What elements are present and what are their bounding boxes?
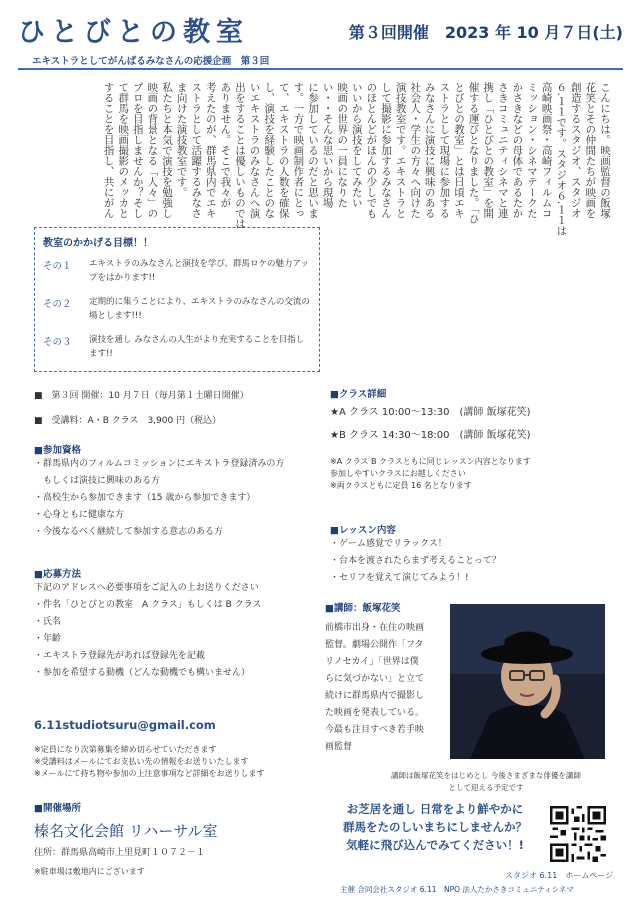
goals-box <box>34 227 320 372</box>
intro-column: 花笑とその仲間たちが映画を <box>584 82 597 219</box>
email-link[interactable]: 6.11studiotsuru@gmail.com <box>34 718 216 732</box>
class-note: ※A クラス B クラスともに同じレッスン内容となります <box>330 457 531 466</box>
intro-column: さきコミュニティシネマと連 <box>496 82 509 219</box>
email-section <box>34 718 324 780</box>
fee-section <box>34 413 221 430</box>
application-item: ・エキストラ登録先があれば登録先を記載 <box>34 651 205 661</box>
goal-label: その２ <box>43 299 72 310</box>
intro-column: ストラとして現場に参加する <box>438 82 451 219</box>
intro-column: いエキストラのみなさんへ演 <box>248 82 261 219</box>
goal-item <box>43 295 311 323</box>
lesson-section <box>330 522 620 587</box>
venue-section <box>34 800 314 878</box>
intro-column: 映画の背景となる「人々」の <box>146 82 159 219</box>
requirement-item: ・今後なるべく継続して参加する意志のある方 <box>34 527 224 537</box>
intro-column: ６.１１です。スタジオ６.１１は <box>555 82 568 236</box>
teacher-bio: 前橋市出身・在住の映画 監督。劇場公開作「フタ リノセカイ」「世界は僕 らに気づかない」と立て 続けに群馬県内で撮影し た映画を発表している。 今最も注目すべき若手映 画監督 <box>325 623 425 752</box>
venue-parking: ※駐車場は敷地内にございます <box>34 867 145 876</box>
intro-column: することを目指し、共にがん <box>102 82 115 219</box>
intro-column: 高崎映画祭・高崎フィルムコ <box>540 82 553 219</box>
intro-column: いいから演技をしてみたい <box>350 82 363 208</box>
application-note: ※メールにて持ち物や参加の上注意事項など詳細をお送りします <box>34 769 265 778</box>
goal-label: その３ <box>43 337 72 348</box>
intro-column: 考えたのが、群馬県内でエキ <box>204 82 217 219</box>
lesson-item: ・台本を渡されたらまず考えることって？ <box>330 556 501 566</box>
intro-column: ミッション・シネマテークた <box>526 82 538 219</box>
event-date: 第３回開催 2023 年 10 月７日(土) <box>348 23 623 42</box>
intro-column: て群馬を映画撮影のメッカと <box>117 82 130 219</box>
intro-column: て、エキストラの人数を確保 <box>277 82 290 219</box>
requirement-item: ・高校生から参加できます（15 歳から参加できます） <box>34 493 256 503</box>
page-title: ひとびとの教室 <box>18 17 249 48</box>
goal-label: その１ <box>43 261 72 272</box>
intro-column: し、演技を経験したことのな <box>263 82 276 219</box>
class-b: ★B クラス 14:30～18:00 (講師 飯塚花笑) <box>330 430 531 441</box>
teacher-label: ■講師：飯塚花笑 <box>325 603 401 614</box>
class-a: ★A クラス 10:00～13:30 (講師 飯塚花笑) <box>330 407 531 418</box>
application-note: ※受講料はメールにてお支払い先の情報をお送りいたします <box>34 757 249 766</box>
goal-text: 演技を通し みなさんの人生がより充実することを目指します!! <box>89 335 305 359</box>
intro-column: 催する運びとなりました。「ひ <box>467 82 480 224</box>
venue-title: ■開催場所 <box>34 803 81 814</box>
classes-title: ■クラス詳細 <box>330 389 387 400</box>
schedule-text: 第３回 開催：10 月７日（毎月第１土曜日開催） <box>51 391 249 401</box>
intro-column: 演技教室です。エキストラと <box>394 82 407 219</box>
header <box>18 10 623 72</box>
application-intro: 下記のアドレスへ必要事項をご記入の上お送りください <box>34 583 259 593</box>
bullet-square: ■ <box>34 416 43 426</box>
intro-column: 携し「ひとびとの教室」を開 <box>482 82 495 219</box>
footer-organizers: 主催 合同会社スタジオ 6.11 NPO 法人たかさきコミュニティシネマ <box>340 885 574 894</box>
intro-column: かさきなどの母体であるたか <box>511 82 524 219</box>
header-rule <box>18 68 623 70</box>
intro-column: 私たちと本気で演技を勉強し <box>161 82 173 219</box>
portrait-image <box>450 604 605 759</box>
requirement-item: ・心身ともに健康な方 <box>34 510 125 520</box>
teacher-note: 講師は飯塚花笑をはじめとし 今後さまざまな俳優を講師 として迎える予定です <box>391 771 581 792</box>
class-note: ※両クラスともに定員 16 名となります <box>330 481 472 490</box>
call-to-action: お芝居を通し 日常をより鮮やかに 群馬をたのしいまちにしませんか？ 気軽に飛び込んでみてください！! <box>343 802 527 852</box>
teacher-section <box>325 600 607 800</box>
class-note: 参加しやすいクラスにお越しください <box>330 469 466 478</box>
venue-address: 住所：群馬県高崎市上里見町１０７２－１ <box>34 848 206 858</box>
bullet-square: ■ <box>34 391 43 401</box>
goal-item <box>43 333 311 361</box>
requirements-section <box>34 442 324 541</box>
intro-column: して撮影に参加するみなさん <box>380 82 392 219</box>
intro-column: い・・そんな思いから現場 <box>321 82 334 208</box>
intro-column: ありません。そこで我々が <box>219 82 232 208</box>
requirements-title: ■参加資格 <box>34 445 81 456</box>
intro-column: プロを目指しませんか？そし <box>131 82 144 219</box>
subtitle: エキストラとしてがんばるみなさんの応援企画 第３回 <box>32 56 270 67</box>
intro-column: 創造するスタジオ、スタジオ <box>569 82 582 219</box>
requirement-item: ・群馬県内のフィルムコミッションにエキストラ登録済みの方 <box>34 459 285 469</box>
application-item: ・氏名 <box>34 617 62 627</box>
intro-column: ま向けた演技教室です。 <box>175 82 188 198</box>
intro-column: のほとんどがほんの少しでも <box>365 82 378 219</box>
schedule-section <box>34 388 249 405</box>
application-item: ・件名「ひとびとの教室 A クラス」もしくは B クラス <box>34 600 262 610</box>
intro-column: こんにちは。映画監督の飯塚 <box>599 82 611 219</box>
intro-column: とびとの教室」とは日頃エキ <box>453 82 465 219</box>
lesson-item: ・ゲーム感覚でリラックス！ <box>330 539 447 549</box>
intro-column: ストラとして活躍するみなさ <box>190 82 203 219</box>
intro-column: 社会人・学生の方々へ向けた <box>409 82 422 219</box>
teacher-photo <box>450 604 605 759</box>
application-section <box>34 566 324 682</box>
requirement-item: もしくは演技に興味のある方 <box>34 476 161 486</box>
intro-column: に参加しているのだと思いま <box>307 82 319 219</box>
application-item: ・年齢 <box>34 634 62 644</box>
schedule-line <box>34 388 249 405</box>
goals-title: 教室のかかげる目標！！ <box>43 238 153 249</box>
lesson-title: ■レッスン内容 <box>330 525 396 536</box>
intro-column: 出をすることは優しいものでは <box>234 82 246 229</box>
intro-column: す。一方で映画制作者にとっ <box>292 82 305 219</box>
goal-text: エキストラのみなさんと演技を学び、群馬ロケの魅力アップをはかります!! <box>89 259 309 283</box>
fee-line <box>34 413 221 430</box>
fee-text: 受講料：A・B クラス 3,900 円（税込） <box>51 416 222 426</box>
application-note: ※定員になり次第募集を締め切らせていただきます <box>34 745 217 754</box>
intro-column: 映画の世界の一員になりた <box>336 82 349 208</box>
lesson-item: ・セリフを覚えて演じてみよう！! <box>330 573 469 583</box>
qr-code-icon[interactable] <box>550 806 606 862</box>
goal-item <box>43 257 311 285</box>
homepage-label: スタジオ 6.11 ホームページ <box>505 871 614 880</box>
venue-name: 榛名文化会館 リハーサル室 <box>34 822 218 840</box>
intro-column: みなさんに演技に興味のある <box>423 82 436 219</box>
goal-text: 定期的に集うことにより、エキストラのみなさんの交流の場とします!!! <box>89 297 310 321</box>
classes-section <box>330 386 620 492</box>
application-item: ・参加を希望する動機（どんな動機でも構いません） <box>34 668 251 678</box>
application-title: ■応募方法 <box>34 569 81 580</box>
